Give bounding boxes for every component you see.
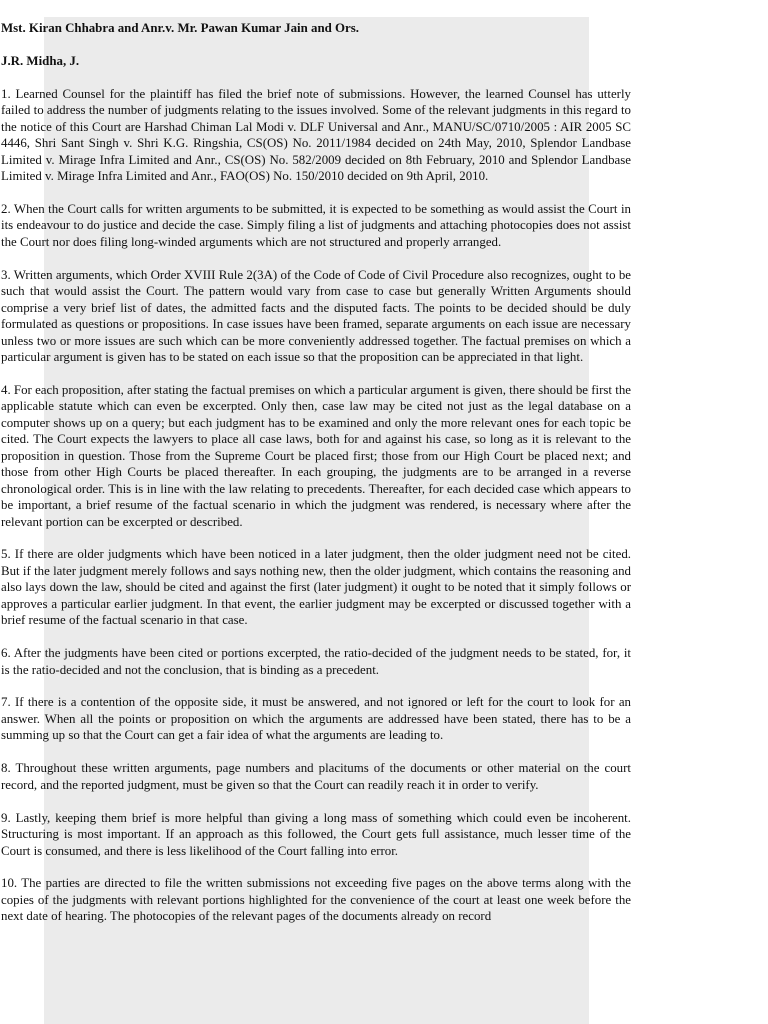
paragraph-6: 6. After the judgments have been cited or portions excerpted, the ratio-decided of the judgment needs to be stated, for, it is the ratio-decided and not the conclusion, that is binding as a precedent. (1, 646, 631, 677)
paragraph-1: 1. Learned Counsel for the plaintiff has filed the brief note of submissions. However, the learned Counsel has utterly failed to address the number of judgments relating to the issues involved. Some of the relevant judgments in this regard to the notice of this Court are Harshad Chiman Lal Modi v. DLF Universal and Anr., MANU/SC/0710/2005 : AIR 2005 SC 4446, Shri Sant Singh v. Shri K.G. Ringshia, CS(OS) No. 2011/1984 decided on 24th May, 2010, Splendor Landbase Limited v. Mirage Infra Limited and Anr., CS(OS) No. 582/2009 decided on 8th February, 2010 and Splendor Landbase Limited v. Mirage Infra Limited and Anr., FAO(OS) No. 150/2010 decided on 9th April, 2010. (1, 86, 631, 184)
paragraph-3: 3. Written arguments, which Order XVIII Rule 2(3A) of the Code of Code of Civil Procedure also recognizes, ought to be such that would assist the Court. The pattern would vary from case to case but generally Written Arguments should comprise a very brief list of dates, the admitted facts and the disputed facts. The points to be decided should be duly formulated as questions or propositions. In case issues have been framed, separate arguments on each issue are necessary unless two or more issues are such which can be more conveniently addressed together. The factual premises on which a particular argument is given has to be stated on each issue so that the proposition can be appreciated in that light. (1, 267, 631, 364)
judge-name: J.R. Midha, J. (1, 53, 80, 68)
paragraph-10: 10. The parties are directed to file the written submissions not exceeding five pages on the above terms along with the copies of the judgments with relevant portions highlighted for the convenience of the court at least one week before the next date of hearing. The photocopies of the relevant pages of the documents already on record (1, 876, 631, 924)
judgment-document (1, 20, 631, 941)
paragraph-2: 2. When the Court calls for written arguments to be submitted, it is expected to be something as would assist the Court in its endeavour to do justice and decide the case. Simply filing a list of judgments and attaching photocopies does not assist the Court nor does filing long-winded arguments which are not structured and properly arranged. (1, 201, 631, 249)
paragraph-9: 9. Lastly, keeping them brief is more helpful than giving a long mass of something which could even be incoherent. Structuring is most important. If an approach as this followed, the Court gets full assistance, much lesser time of the Court is consumed, and there is less likelihood of the Court falling into error. (1, 810, 631, 858)
paragraph-5: 5. If there are older judgments which have been noticed in a later judgment, then the older judgment need not be cited. But if the later judgment merely follows and says nothing new, then the older judgment, which contains the reasoning and also lays down the law, should be cited and against the first (later judgment) it ought to be noted that it simply follows or approves a particular earlier judgment. In that event, the earlier judgment may be excerpted or discussed together with a brief resume of the factual scenario in that case. (1, 547, 631, 628)
paragraph-7: 7. If there is a contention of the opposite side, it must be answered, and not ignored or left for the court to look for an answer. When all the points or proposition on which the arguments are addressed have been stated, there has to be a summing up so that the Court can get a fair idea of what the arguments are leading to. (1, 695, 631, 743)
case-title: Mst. Kiran Chhabra and Anr.v. Mr. Pawan Kumar Jain and Ors. (1, 21, 360, 35)
paragraph-8: 8. Throughout these written arguments, page numbers and placitums of the documents or other material on the court record, and the reported judgment, must be given so that the Court can readily reach it in order to verify. (1, 761, 631, 792)
paragraph-4: 4. For each proposition, after stating the factual premises on which a particular argument is given, there should be first the applicable statute which can even be excerpted. Only then, case law may be cited not just as the legal database on a computer shows up on a query; but each judgment has to be examined and only the more relevant ones for each topic be cited. The Court expects the lawyers to place all case laws, both for and against his case, so long as it is relevant to the proposition in question. Those from the Supreme Court be placed first; those from our High Court be placed next; and those from other High Courts be placed thereafter. In each grouping, the judgments are to be arranged in a reverse chronological order. This is in line with the law relating to precedents. Thereafter, for each decided case which appears to be important, a brief resume of the factual scenario in which the judgment was rendered, is necessary where after the relevant portion can be excerpted or described. (1, 382, 631, 529)
